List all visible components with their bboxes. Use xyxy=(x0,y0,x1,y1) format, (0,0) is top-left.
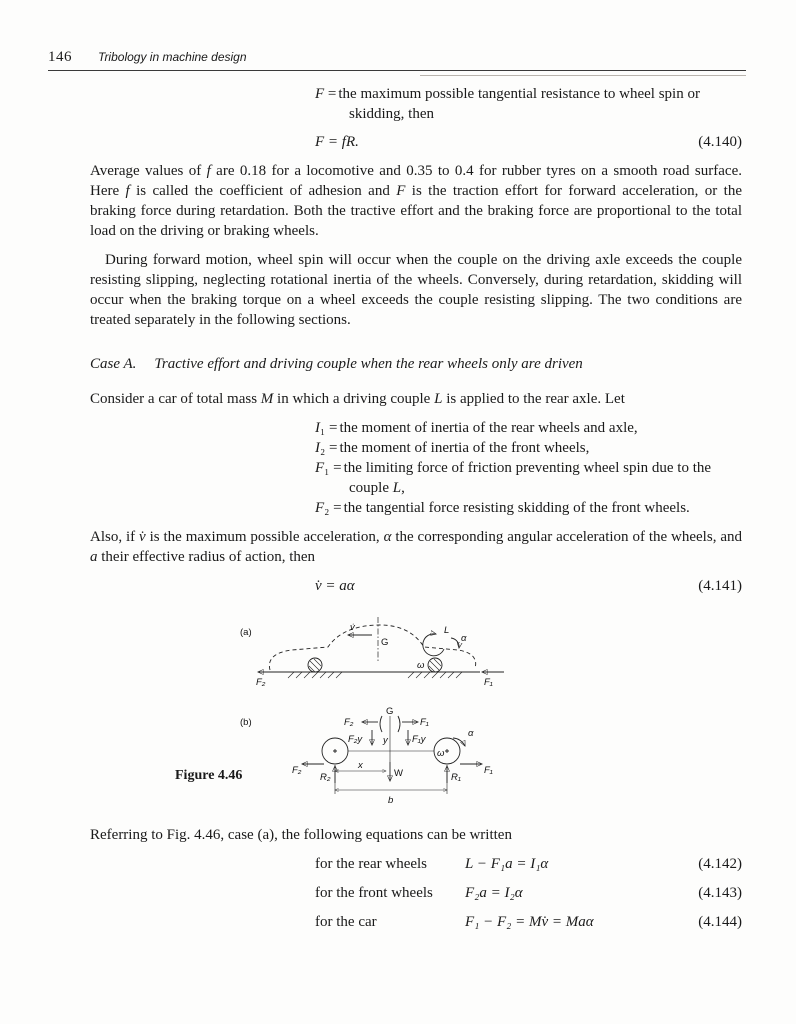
figure-label-alpha-a: α xyxy=(461,633,467,644)
definition-f-text: the maximum possible tangential resistance to wheel spin or skidding, then xyxy=(338,86,700,122)
figure-label-f1-a: F₁ xyxy=(484,677,493,688)
definition-f1-text: the limiting force of friction preventing wheel spin due to the couple L, xyxy=(343,460,712,496)
definition-f2-text: the tangential force resisting skidding of the front wheels. xyxy=(343,500,690,516)
definition-f-lead: F = xyxy=(315,86,337,102)
paragraph-during-forward-motion: During forward motion, wheel spin will occur when the couple on the driving axle exceeds the couple resisting slipping, neglecting rotational inertia of the wheels. Conversely, during retardation, skidding will occur when the braking torque on a wheel exceeds the couple resisting slipping. The two conditions are treated separately in the following sections. xyxy=(90,252,742,328)
header-rule xyxy=(48,70,746,71)
equation-4-142-expr: L − F₁a = I₁α xyxy=(465,856,549,872)
figure-label-f2y: F₂y xyxy=(348,734,363,745)
paragraph-also-if: Also, if v̇ is the maximum possible acceleration, α the corresponding angular acceleration of the wheels, and a their effective radius of action, then xyxy=(90,529,742,565)
equation-4-140 xyxy=(315,132,742,152)
figure-label-r1: R₁ xyxy=(451,772,461,783)
paragraph-referring: Referring to Fig. 4.46, case (a), the following equations can be written xyxy=(90,827,512,843)
figure-label-omega-a: ω xyxy=(417,660,425,671)
equation-4-144-expr: F₁ − F₂ = Mv̇ = Maα xyxy=(465,914,594,930)
equation-4-144-number: (4.144) xyxy=(698,914,742,930)
equation-4-143 xyxy=(315,883,742,903)
couple-l-arrow xyxy=(423,634,444,656)
figure-caption: Figure 4.46 xyxy=(175,768,243,783)
figure-label-f2-top: F₂ xyxy=(344,717,354,728)
figure-a-marker: (a) xyxy=(240,627,252,638)
definition-f2 xyxy=(315,498,742,518)
equation-4-141 xyxy=(315,576,742,596)
figure-label-g-b: G xyxy=(386,706,394,717)
figure-b-marker: (b) xyxy=(240,717,252,728)
definition-f1-lead: F₁ = xyxy=(315,460,342,476)
definition-i1 xyxy=(315,418,742,438)
figure-label-vdot: v̇ xyxy=(350,622,355,633)
equation-4-142 xyxy=(315,854,742,874)
definition-f1 xyxy=(315,458,742,498)
equation-4-141-expr: v̇ = aα xyxy=(315,578,355,594)
figure-label-r2: R₂ xyxy=(320,772,331,783)
equation-4-142-number: (4.142) xyxy=(698,856,742,872)
definition-i1-text: the moment of inertia of the rear wheels and axle, xyxy=(339,420,638,436)
figure-part-a xyxy=(240,617,504,688)
case-a-title: Tractive effort and driving couple when the rear wheels only are driven xyxy=(154,356,583,372)
alpha-arrow-a xyxy=(451,638,459,648)
equation-4-143-number: (4.143) xyxy=(698,885,742,901)
cg-bracket-left xyxy=(380,716,382,732)
equation-4-140-number: (4.140) xyxy=(698,134,742,150)
figure-drawing xyxy=(238,604,548,810)
figure-label-f1-b: F₁ xyxy=(484,765,493,776)
equation-4-141-number: (4.141) xyxy=(698,578,742,594)
equation-4-144 xyxy=(315,912,742,932)
figure-label-alpha-b: α xyxy=(468,728,474,739)
definitions-list xyxy=(90,418,742,518)
figure-label-l: L xyxy=(444,625,450,636)
case-a-heading xyxy=(90,354,742,375)
case-a-label: Case A. xyxy=(90,356,137,372)
figure-label-f2-b: F₂ xyxy=(292,765,302,776)
definition-f xyxy=(315,84,742,124)
page-header xyxy=(48,48,748,66)
page-number: 146 xyxy=(48,49,72,65)
figure-label-x: x xyxy=(358,760,363,771)
definition-i2-lead: I₂ = xyxy=(315,440,338,456)
cg-bracket-right xyxy=(398,716,400,732)
text-column xyxy=(90,84,742,941)
figure-label-y: y xyxy=(383,735,388,746)
paragraph-consider-car: Consider a car of total mass M in which a driving couple L is applied to the rear axle. Let xyxy=(90,391,625,407)
definition-i2 xyxy=(315,438,742,458)
figure-label-f1y: F₁y xyxy=(412,734,426,745)
figure-label-f2-a: F₂ xyxy=(256,677,266,688)
paragraph-average-values: Average values of f are 0.18 for a locomotive and 0.35 to 0.4 for rubber tyres on a smooth road surface. Here f is called the coefficient of adhesion and F is the traction effort for forward acceleration, or the braking force during retardation. Both the tractive effort and the braking force are proportional to the total load on the driving or braking wheels. xyxy=(90,163,742,239)
equation-4-140-expr: F = fR. xyxy=(315,134,359,150)
header-rule-secondary xyxy=(420,75,746,76)
alpha-arrow-b xyxy=(453,738,465,746)
figure-4-46 xyxy=(90,604,742,816)
equation-4-142-lead: for the rear wheels xyxy=(315,856,428,872)
definition-i2-text: the moment of inertia of the front wheels, xyxy=(339,440,590,456)
figure-part-b xyxy=(240,706,493,806)
figure-label-g-a: G xyxy=(381,637,389,648)
definition-i1-lead: I₁ = xyxy=(315,420,338,436)
definition-f2-lead: F₂ = xyxy=(315,500,342,516)
equation-4-144-lead: for the car xyxy=(315,914,377,930)
ground-hatch xyxy=(288,672,462,678)
figure-label-f1-top: F₁ xyxy=(420,717,429,728)
equation-4-143-lead: for the front wheels xyxy=(315,885,433,901)
equation-4-143-expr: F₂a = I₂α xyxy=(465,885,523,901)
figure-label-b-dim: b xyxy=(388,795,394,806)
running-head: Tribology in machine design xyxy=(98,50,247,64)
figure-label-w: W xyxy=(394,768,403,779)
figure-label-omega-b: ω xyxy=(437,748,445,759)
